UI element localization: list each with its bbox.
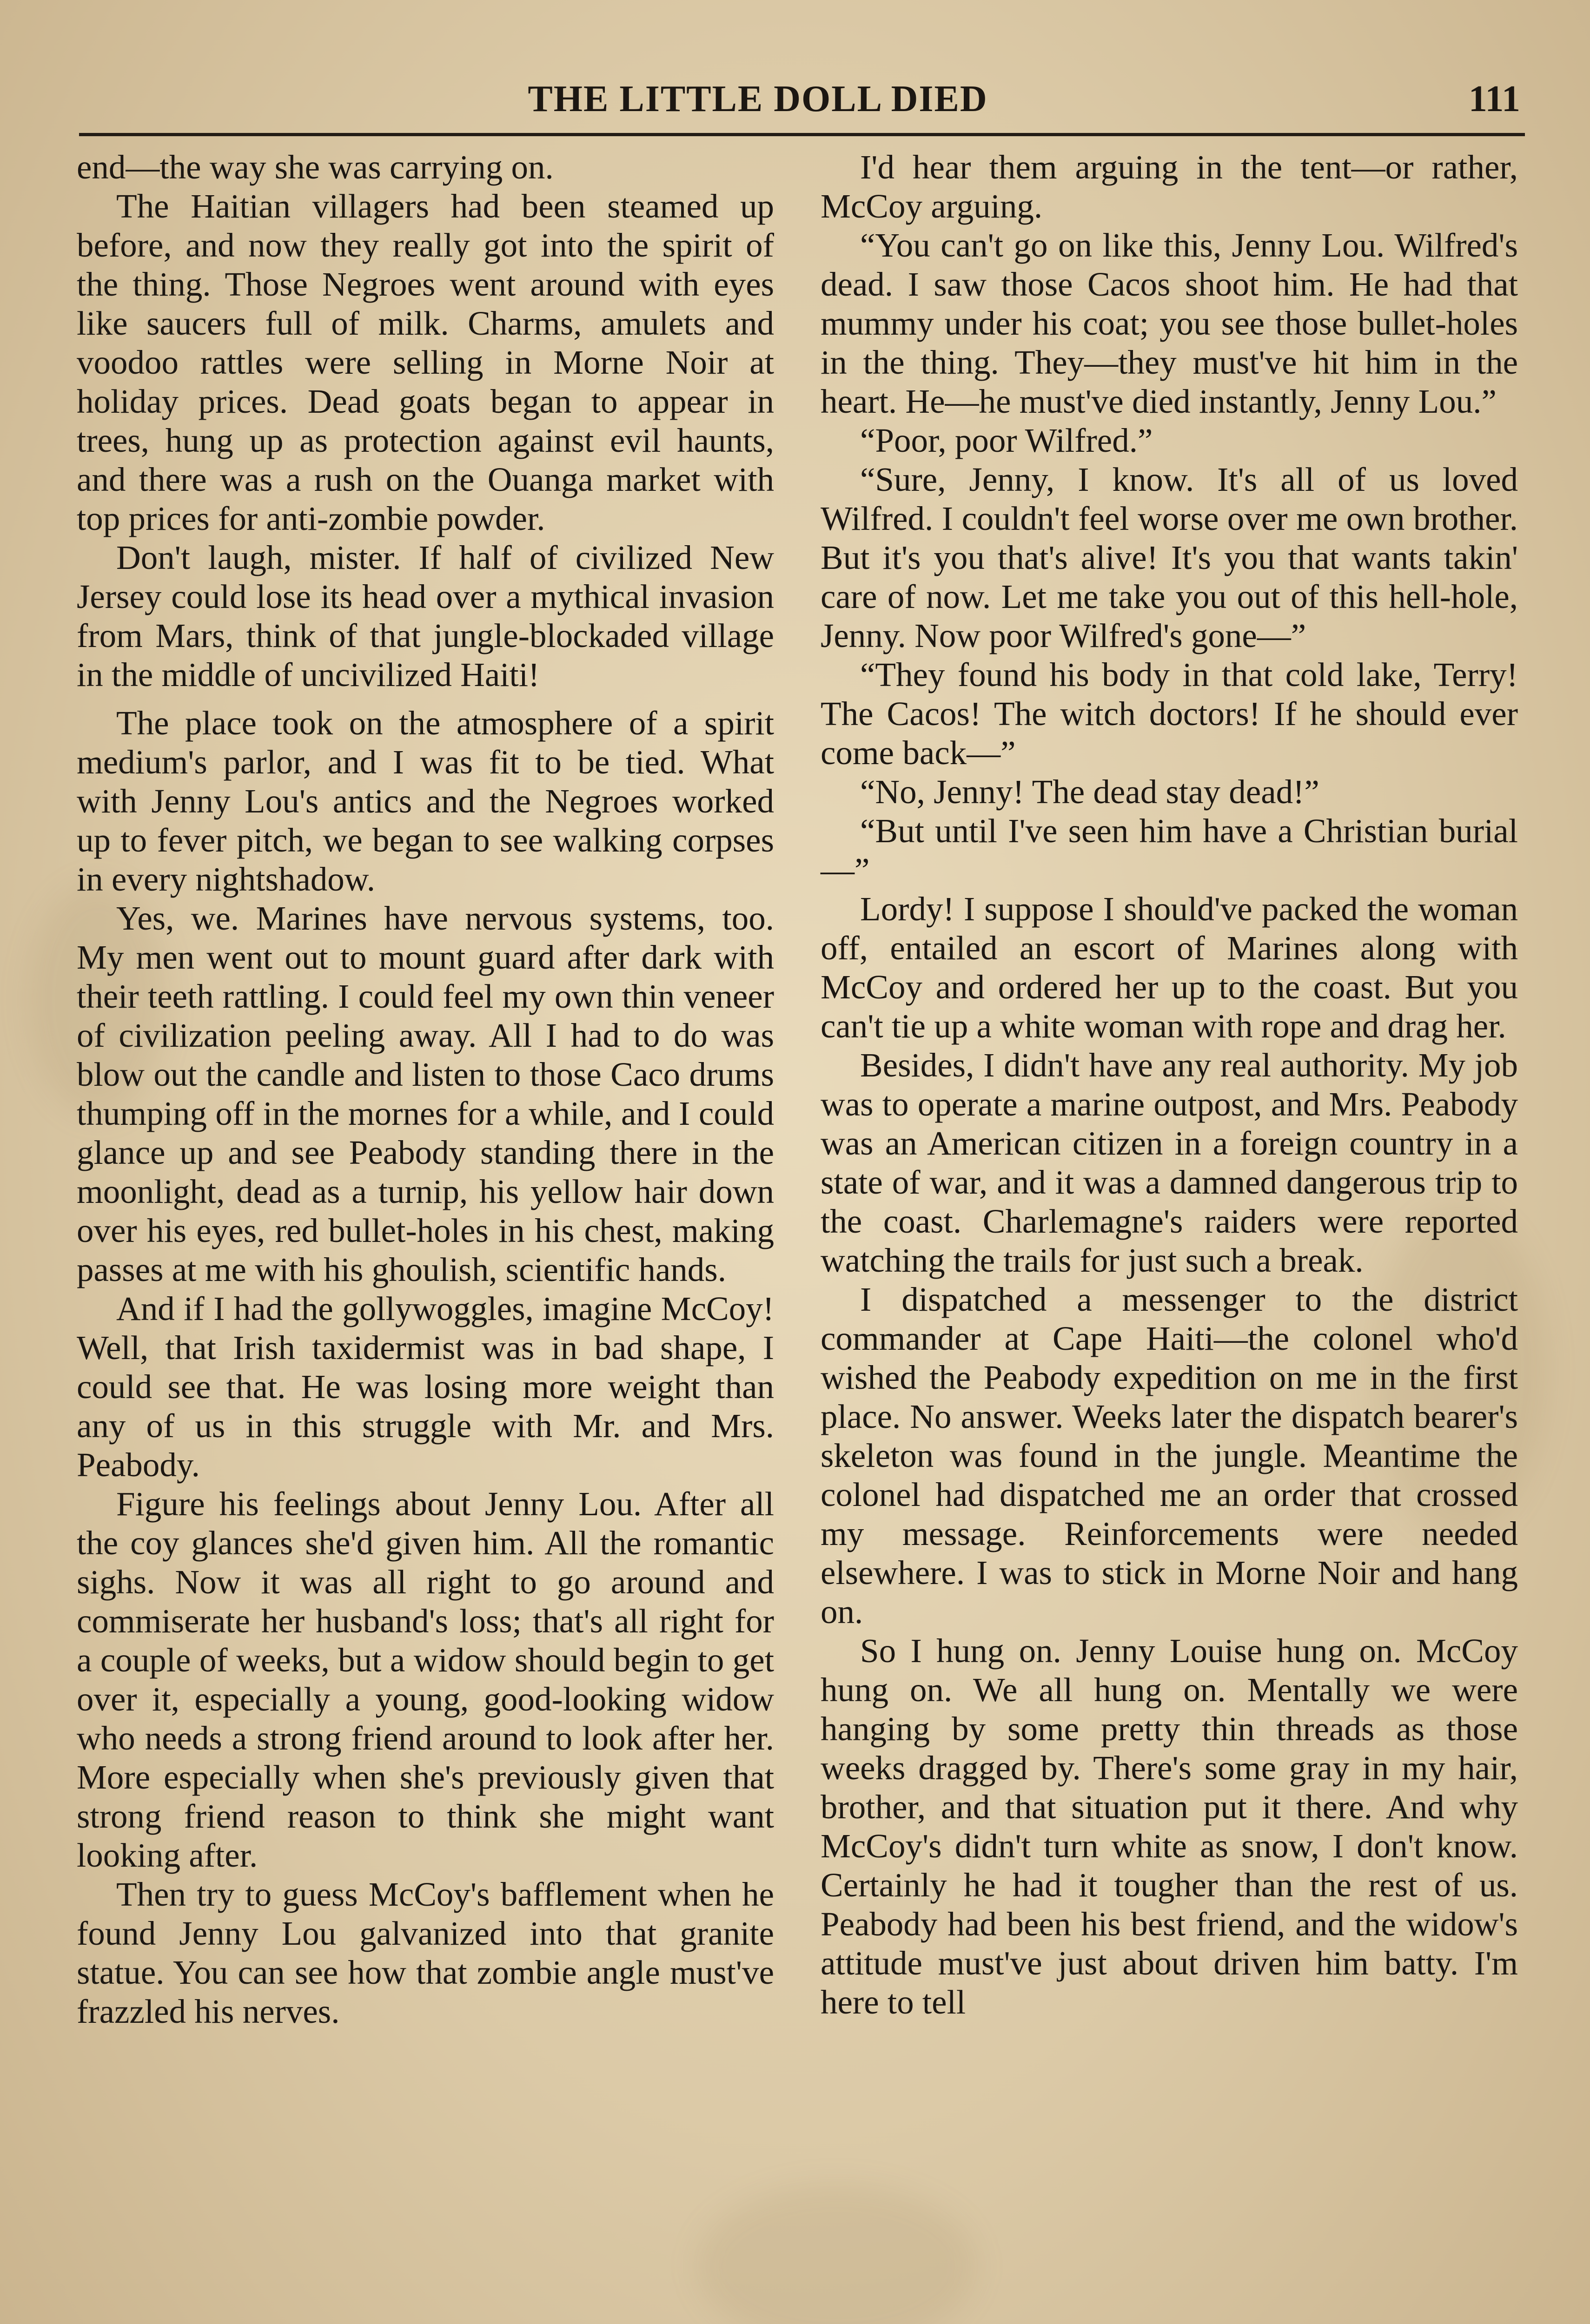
paper-stain xyxy=(697,2185,976,2324)
paragraph: “But until I've seen him have a Christian burial—” xyxy=(821,812,1518,889)
header-rule xyxy=(79,133,1525,136)
paragraph: I'd hear them arguing in the tent—or rather, McCoy arguing. xyxy=(821,148,1518,225)
paragraph: So I hung on. Jenny Louise hung on. McCoy hung on. We all hung on. Mentally we were hanging by some pretty thin threads as those weeks dragged by. There's some gray in my hair, brother, and that situation put it there. And why McCoy's didn't turn white as snow, I don't know. Certainly he had it tougher than the rest of us. Peabody had been his best friend, and the widow's attitude must've just about driven him batty. I'm here to tell xyxy=(821,1632,1518,2021)
paragraph: The place took on the atmosphere of a spirit medium's parlor, and I was fit to be tied. What with Jenny Lou's antics and the Negroes worked up to fever pitch, we began to see walking corpses in every nightshadow. xyxy=(77,704,774,898)
paragraph: I dispatched a messenger to the district commander at Cape Haiti—the colonel who'd wished the Peabody expedition on me in the first place. No answer. Weeks later the dispatch bearer's skeleton was found in the jungle. Meantime the colonel had dispatched me an order that crossed my message. Reinforcements were needed elsewhere. I was to stick in Morne Noir and hang on. xyxy=(821,1281,1518,1631)
paragraph: end—the way she was carrying on. xyxy=(77,148,554,186)
paragraph: Then try to guess McCoy's bafflement when he found Jenny Lou galvanized into that granite statue. You can see how that zombie angle must've frazzled his nerves. xyxy=(77,1875,774,2030)
paragraph: Lordy! I suppose I should've packed the woman off, entailed an escort of Marines along with McCoy and ordered her up to the coast. But you can't tie up a white woman with rope and drag her. xyxy=(821,890,1518,1045)
paragraph: “Poor, poor Wilfred.” xyxy=(860,422,1153,459)
paragraph: And if I had the gollywoggles, imagine McCoy! Well, that Irish taxidermist was in bad shape, I could see that. He was losing more weight than any of us in this struggle with Mr. and Mrs. Peabody. xyxy=(77,1290,774,1484)
paragraph: “No, Jenny! The dead stay dead!” xyxy=(860,773,1319,811)
left-column xyxy=(77,148,774,2031)
paragraph: Figure his feelings about Jenny Lou. After all the coy glances she'd given him. All the romantic sighs. Now it was all right to go around and commiserate her husband's loss; that's all right for a couple of weeks, but a widow should begin to get over it, especially a young, good-looking widow who needs a strong friend around to look after her. More especially when she's previously given that strong friend reason to think she might want looking after. xyxy=(77,1485,774,1874)
paragraph: The Haitian villagers had been steamed up before, and now they really got into the spirit of the thing. Those Negroes went around with eyes like saucers full of milk. Charms, amulets and voodoo rattles were selling in Morne Noir at holiday prices. Dead goats began to appear in trees, hung up as protection against evil haunts, and there was a rush on the Ouanga market with top prices for anti-zombie powder. xyxy=(77,187,774,537)
paragraph: “They found his body in that cold lake, Terry! The Cacos! The witch doctors! If he should ever come back—” xyxy=(821,656,1518,772)
story-title: THE LITTLE DOLL DIED xyxy=(528,79,988,119)
paragraph: Besides, I didn't have any real authority. My job was to operate a marine outpost, and Mrs. Peabody was an American citizen in a foreign country in a state of war, and it was a damned dangerous trip to the coast. Charlemagne's raiders were reported watching the trails for just such a break. xyxy=(821,1046,1518,1279)
right-column xyxy=(821,148,1518,2022)
page-number: 111 xyxy=(1468,79,1520,119)
paragraph: “You can't go on like this, Jenny Lou. Wilfred's dead. I saw those Cacos shoot him. He had that mummy under his coat; you see those bullet-holes in the thing. They—they must've hit him in the heart. He—he must've died instantly, Jenny Lou.” xyxy=(821,226,1518,420)
paragraph: Yes, we. Marines have nervous systems, too. My men went out to mount guard after dark with their teeth rattling. I could feel my own thin veneer of civilization peeling away. All I had to do was blow out the candle and listen to those Caco drums thumping off in the mornes for a while, and I could glance up and see Peabody standing there in the moonlight, dead as a turnip, his yellow hair down over his eyes, red bullet-holes in his chest, making passes at me with his ghoulish, scientific hands. xyxy=(77,899,774,1288)
paragraph: “Sure, Jenny, I know. It's all of us loved Wilfred. I couldn't feel worse over me own brother. But it's you that's alive! It's you that wants takin' care of now. Let me take you out of this hell-hole, Jenny. Now poor Wilfred's gone—” xyxy=(821,461,1518,654)
paragraph: Don't laugh, mister. If half of civilized New Jersey could lose its head over a mythical invasion from Mars, think of that jungle-blockaded village in the middle of uncivilized Haiti! xyxy=(77,539,774,693)
running-head xyxy=(84,70,1520,130)
